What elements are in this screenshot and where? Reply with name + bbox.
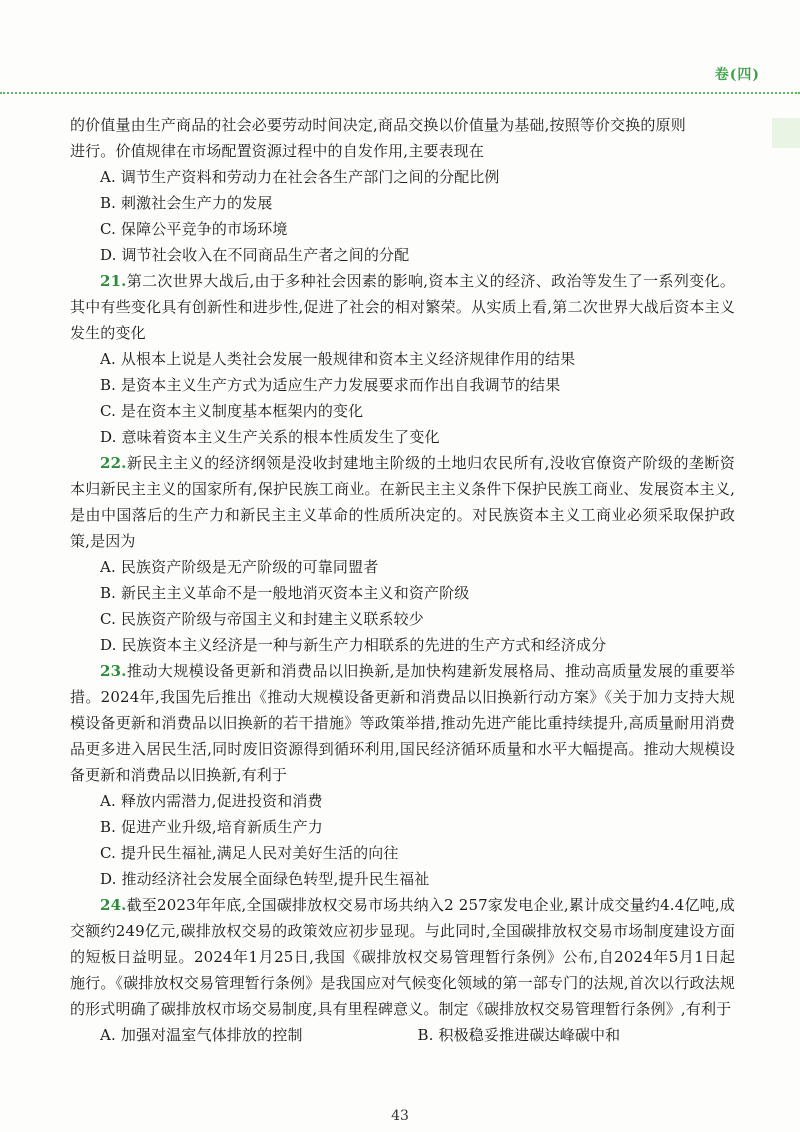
q23-option-d: D. 推动经济社会发展全面绿色转型,提升民生福祉 [100,870,430,888]
q24-options-row [70,1022,735,1048]
q21-stem [70,268,735,346]
q23-number: 23. [100,662,127,680]
q23-stem [70,658,735,788]
volume-tag: 卷(四) [714,67,760,83]
q21-number: 21. [100,272,127,290]
q21-option-d: D. 意味着资本主义生产关系的根本性质发生了变化 [100,428,440,446]
page-content [70,112,735,1048]
q24-stem [70,892,735,1022]
q23-option-b: B. 促进产业升级,培育新质生产力 [100,818,323,836]
q22-option-c: C. 民族资产阶级与帝国主义和封建主义联系较少 [100,610,424,628]
header-divider [0,92,800,94]
q22-number: 22. [100,454,127,472]
q20-option-c: C. 保障公平竞争的市场环境 [100,220,288,238]
q20-option-b: B. 刺激社会生产力的发展 [100,194,273,212]
q20-option-a: A. 调节生产资料和劳动力在社会各生产部门之间的分配比例 [100,168,500,186]
intro-line-1: 的价值量由生产商品的社会必要劳动时间决定,商品交换以价值量为基础,按照等价交换的原则 [70,116,686,134]
q23-option-c: C. 提升民生福祉,满足人民对美好生活的向往 [100,844,399,862]
q21-option-a: A. 从根本上说是人类社会发展一般规律和资本主义经济规律作用的结果 [100,350,576,368]
page-number: 43 [391,1108,409,1124]
q22-stem [70,450,735,554]
q22-stem-text: 新民主主义的经济纲领是没收封建地主阶级的土地归农民所有,没收官僚资产阶级的垄断资本归新民主主义的国家所有,保护民族工商业。在新民主主义条件下保护民族工商业、发展资本主义,是由中国落后的生产力和新民主主义革命的性质所决定的。对民族资本主义工商业必须采取保护政策,是因为 [70,454,735,550]
q21-option-b: B. 是资本主义生产方式为适应生产力发展要求而作出自我调节的结果 [100,376,561,394]
q20-option-d: D. 调节社会收入在不同商品生产者之间的分配 [100,246,410,264]
q22-option-b: B. 新民主主义革命不是一般地消灭资本主义和资产阶级 [100,584,470,602]
header-corner-decoration [772,118,800,148]
q23-stem-text: 推动大规模设备更新和消费品以旧换新,是加快构建新发展格局、推动高质量发展的重要举措。2024年,我国先后推出《推动大规模设备更新和消费品以旧换新行动方案》《关于加力支持大规模设备更新和消费品以旧换新的若干措施》等政策举措,推动先进产能比重持续提升,高质量耐用消费品更多进入居民生活,同时废旧资源得到循环利用,国民经济循环质量和水平大幅提高。推动大规模设备更新和消费品以旧换新,有利于 [70,662,735,784]
q24-option-b: B. 积极稳妥推进碳达峰碳中和 [417,1026,621,1044]
q23-option-a: A. 释放内需潜力,促进投资和消费 [100,792,323,810]
q24-option-a: A. 加强对温室气体排放的控制 [100,1026,303,1044]
q22-option-a: A. 民族资产阶级是无产阶级的可靠同盟者 [100,558,379,576]
q24-number: 24. [100,896,127,914]
intro-line-2: 进行。价值规律在市场配置资源过程中的自发作用,主要表现在 [70,142,484,160]
q21-stem-text: 第二次世界大战后,由于多种社会因素的影响,资本主义的经济、政治等发生了一系列变化。其中有些变化具有创新性和进步性,促进了社会的相对繁荣。从实质上看,第二次世界大战后资本主义发生的变化 [70,272,735,342]
q21-option-c: C. 是在资本主义制度基本框架内的变化 [100,402,364,420]
q24-stem-text: 截至2023年年底,全国碳排放权交易市场共纳入2 257家发电企业,累计成交量约4.4亿吨,成交额约249亿元,碳排放权交易的政策效应初步显现。与此同时,全国碳排放权交易市场制度建设方面的短板日益明显。2024年1月25日,我国《碳排放权交易管理暂行条例》公布,自2024年5月1日起施行。《碳排放权交易管理暂行条例》是我国应对气候变化领域的第一部专门的法规,首次以行政法规的形式明确了碳排放权市场交易制度,具有里程碑意义。制定《碳排放权交易管理暂行条例》,有利于 [70,896,735,1018]
q22-option-d: D. 民族资本主义经济是一种与新生产力相联系的先进的生产方式和经济成分 [100,636,607,654]
